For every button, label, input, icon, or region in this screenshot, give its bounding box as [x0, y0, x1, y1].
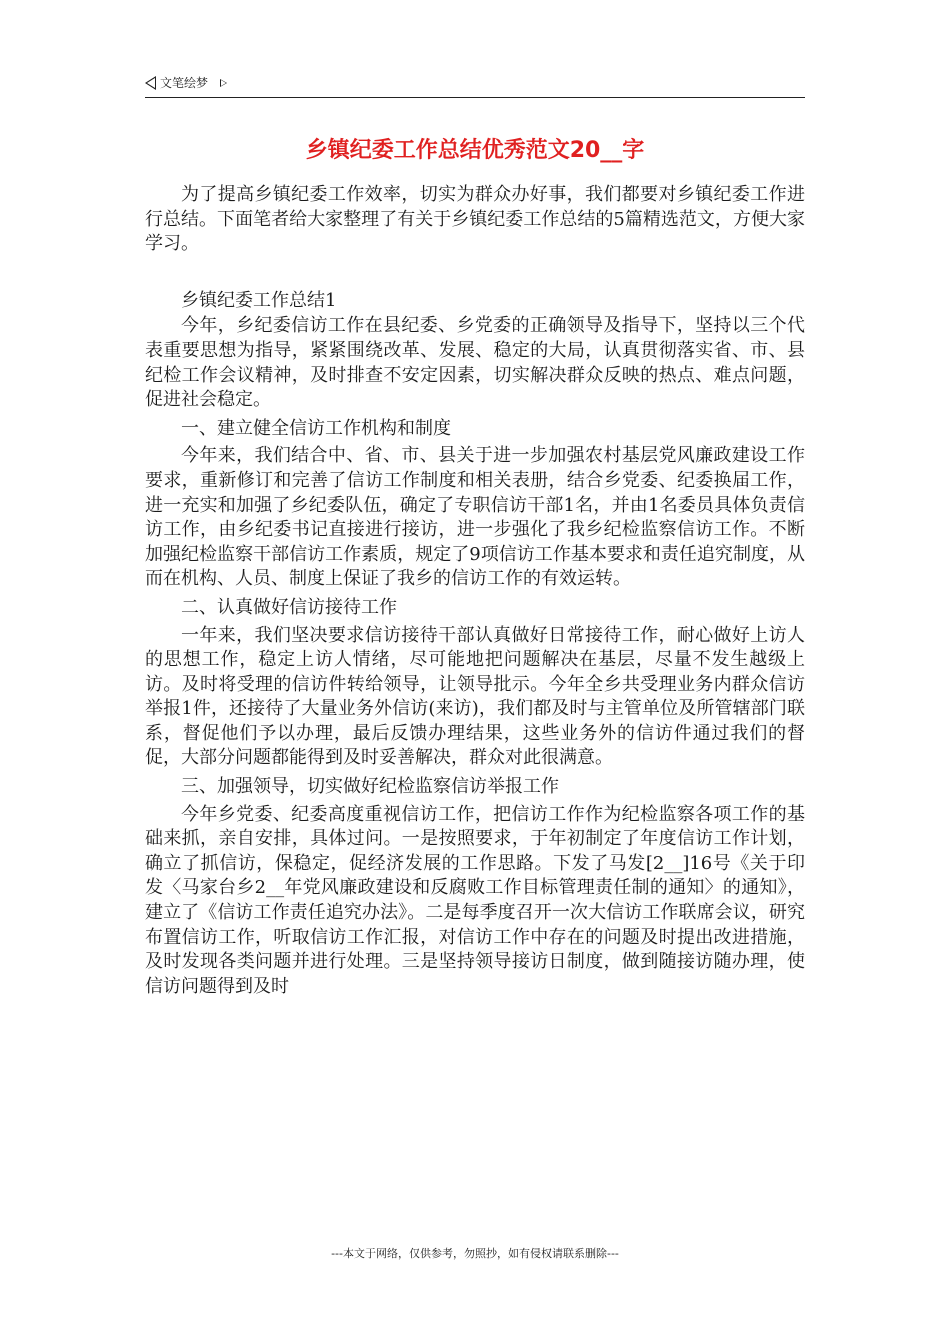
body-paragraph: 今年，乡纪委信访工作在县纪委、乡党委的正确领导及指导下，坚持以三个代表重要思想为指导，紧紧围绕改革、发展、稳定的大局，认真贯彻落实省、市、县纪检工作会议精神，及时排查不安定因素，切实解决群众反映的热点、难点问题，促进社会稳定。	[145, 315, 805, 411]
body-paragraph: 今年乡党委、纪委高度重视信访工作，把信访工作作为纪检监察各项工作的基础来抓，亲自安排，具体过问。一是按照要求，于年初制定了年度信访工作计划，确立了抓信访，保稳定，促经济发展的工作思路。下发了马发[2__]16号《关于印发〈马家台乡2__年党风廉政建设和反腐败工作目标管理责任制的通知〉的通知》，建立了《信访工作责任追究办法》。二是每季度召开一次大信访工作联席会议，研究布置信访工作，听取信访工作汇报，对信访工作中存在的问题及时提出改进措施，及时发现各类问题并进行处理。三是坚持领导接访日制度，做到随接访随办理，使信访问题得到及时	[145, 803, 805, 997]
footer-disclaimer: ---本文于网络，仅供参考，勿照抄，如有侵权请联系删除---	[331, 1247, 619, 1260]
triangle-right-icon	[220, 79, 227, 87]
subsection-heading: 二、认真做好信访接待工作	[181, 596, 397, 618]
body-paragraph: 一年来，我们坚决要求信访接待干部认真做好日常接待工作，耐心做好上访人的思想工作，稳定上访人情绪，尽可能地把问题解决在基层，尽量不发生越级上访。及时将受理的信访件转给领导，让领导批示。今年全乡共受理业务内群众信访举报1件，还接待了大量业务外信访(来访)，我们都及时与主管单位及所管辖部门联系，督促他们予以办理，最后反馈办理结果，这些业务外的信访件通过我们的督促，大部分问题都能得到及时妥善解决，群众对此很满意。	[145, 624, 805, 769]
document-body	[145, 183, 805, 1002]
intro-paragraph: 为了提高乡镇纪委工作效率，切实为群众办好事，我们都要对乡镇纪委工作进行总结。下面笔者给大家整理了有关于乡镇纪委工作总结的5篇精选范文，方便大家学习。	[145, 184, 805, 255]
page-header	[145, 74, 805, 98]
brand	[145, 74, 227, 91]
triangle-left-icon	[145, 76, 156, 90]
body-paragraph: 今年来，我们结合中、省、市、县关于进一步加强农村基层党风廉政建设工作要求，重新修订和完善了信访工作制度和相关表册，结合乡党委、纪委换届工作，进一充实和加强了乡纪委队伍，确定了专职信访干部1名，并由1名委员具体负责信访工作，由乡纪委书记直接进行接访，进一步强化了我乡纪检监察信访工作。不断加强纪检监察干部信访工作素质，规定了9项信访工作基本要求和责任追究制度，从而在机构、人员、制度上保证了我乡的信访工作的有效运转。	[145, 445, 805, 590]
document-title: 乡镇纪委工作总结优秀范文20__字	[305, 138, 645, 163]
section-title: 乡镇纪委工作总结1	[181, 289, 337, 311]
subsection-heading: 一、建立健全信访工作机构和制度	[181, 417, 451, 439]
brand-label: 文笔绘梦	[160, 76, 209, 90]
subsection-heading: 三、加强领导，切实做好纪检监察信访举报工作	[181, 776, 559, 798]
header-divider	[145, 97, 805, 98]
